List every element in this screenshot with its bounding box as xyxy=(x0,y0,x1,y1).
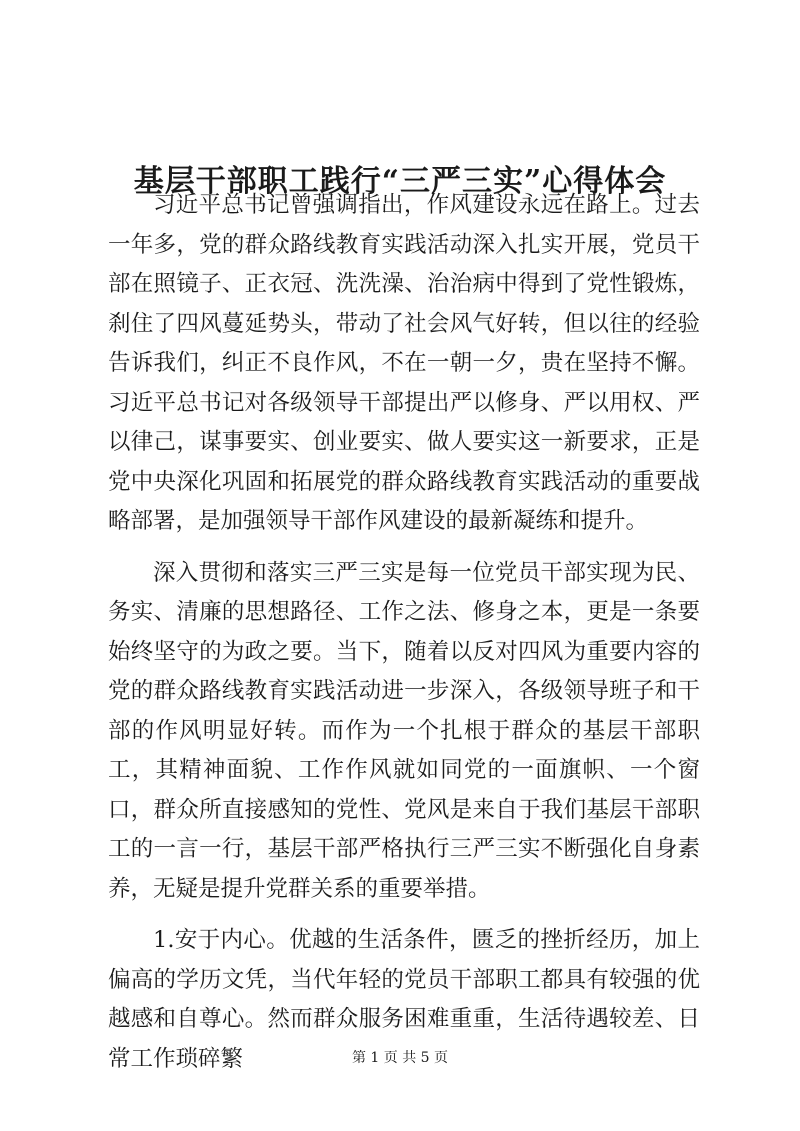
paragraph-intro: 习近平总书记曾强调指出，作风建设永远在路上。过去一年多，党的群众路线教育实践活动深入扎实开展，党员干部在照镜子、正衣冠、洗洗澡、治治病中得到了党性锻炼，刹住了四风蔓延势头，带动了社会风气好转，但以往的经验告诉我们，纠正不良作风，不在一朝一夕，贵在坚持不懈。习近平总书记对各级领导干部提出严以修身、严以用权、严以律己，谋事要实、创业要实、做人要实这一新要求，正是党中央深化巩固和拓展党的群众路线教育实践活动的重要战略部署，是加强领导干部作风建设的最新凝练和提升。 xyxy=(108,192,700,534)
paragraph-implementation: 深入贯彻和落实三严三实是每一位党员干部实现为民、务实、清廉的思想路径、工作之法、修身之本，更是一条要始终坚守的为政之要。当下，随着以反对四风为重要内容的党的群众路线教育实践活动进一步深入，各级领导班子和干部的作风明显好转。而作为一个扎根于群众的基层干部职工，其精神面貌、工作作风就如同党的一面旗帜、一个窗口，群众所直接感知的党性、党风是来自于我们基层干部职工的一言一行，基层干部严格执行三严三实不断强化自身素养，无疑是提升党群关系的重要举措。 xyxy=(108,559,700,902)
document-body xyxy=(108,186,700,1079)
paragraph-point-1: 1.安于内心。优越的生活条件，匮乏的挫折经历，加上偏高的学历文凭，当代年轻的党员干部职工都具有较强的优越感和自尊心。然而群众服务困难重重，生活待遇较差、日常工作琐碎繁 xyxy=(108,927,700,1072)
document-title: 基层干部职工践行“三严三实”心得体会 xyxy=(133,164,667,200)
page-footer: 第 1 页 共 5 页 xyxy=(351,1050,449,1066)
